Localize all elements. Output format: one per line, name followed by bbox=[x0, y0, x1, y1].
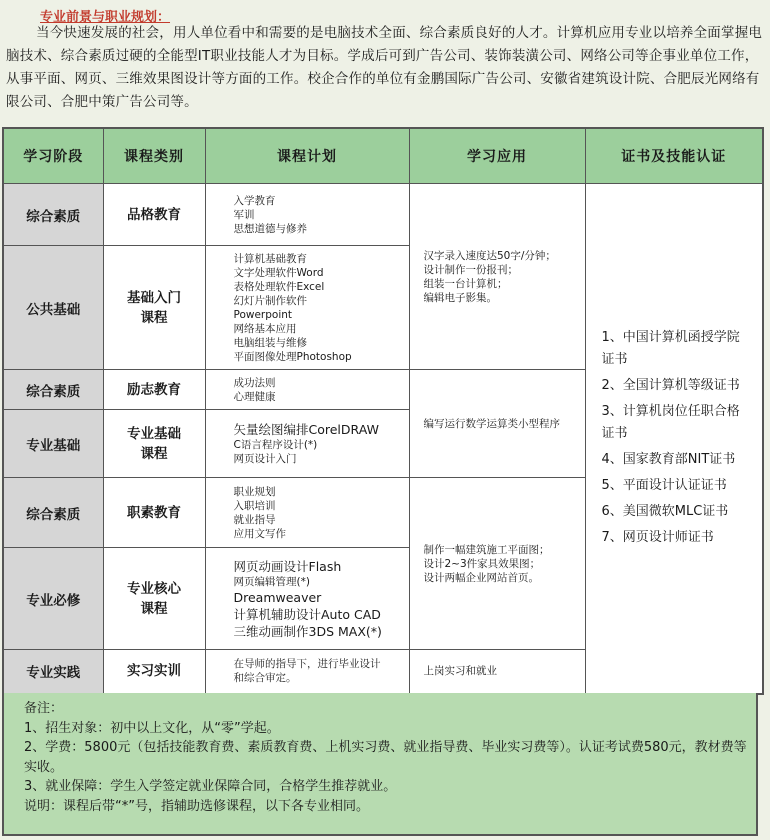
category-cell: 品格教育 bbox=[103, 184, 205, 246]
plan-cell bbox=[205, 246, 409, 370]
certificate-item: 1、中国计算机函授学院证书 bbox=[601, 330, 740, 368]
application-cell bbox=[409, 370, 585, 478]
plan-item: 计算机辅助设计Auto CAD bbox=[233, 606, 381, 622]
plan-item: 就业指导 bbox=[233, 513, 276, 526]
note-item: 说明：课程后带“*”号，指辅助选修课程，以下各专业相同。 bbox=[24, 798, 369, 814]
plan-cell bbox=[205, 478, 409, 548]
certificate-item: 2、全国计算机等级证书 bbox=[601, 378, 740, 394]
certificate-item: 3、计算机岗位任职合格证书 bbox=[601, 404, 740, 442]
plan-item: C语言程序设计(*) bbox=[233, 439, 318, 451]
plan-item: 和综合审定。 bbox=[233, 672, 297, 685]
header-application: 学习应用 bbox=[409, 128, 585, 184]
certificate-item: 7、网页设计师证书 bbox=[601, 530, 714, 546]
curriculum-table bbox=[2, 127, 764, 695]
category-cell: 职素教育 bbox=[103, 478, 205, 548]
certificate-item: 4、国家教育部NIT证书 bbox=[601, 452, 736, 468]
notes-label: 备注： bbox=[24, 701, 64, 716]
stage-cell: 综合素质 bbox=[3, 370, 103, 410]
plan-cell bbox=[205, 184, 409, 246]
certificate-cell bbox=[585, 184, 763, 694]
category-cell: 基础入门 课程 bbox=[103, 246, 205, 370]
plan-item: 军训 bbox=[233, 208, 255, 221]
application-item: 设计制作一份报刊； bbox=[423, 263, 518, 276]
header-category: 课程类别 bbox=[103, 128, 205, 184]
certificate-item: 5、平面设计认证证书 bbox=[601, 478, 727, 494]
intro-title: 专业前景与职业规划： bbox=[40, 10, 171, 25]
plan-item: 心理健康 bbox=[233, 390, 276, 403]
stage-cell: 综合素质 bbox=[3, 478, 103, 548]
plan-item: 三维动画制作3DS MAX(*) bbox=[233, 623, 382, 639]
plan-item: 成功法则 bbox=[233, 376, 276, 389]
stage-cell: 专业实践 bbox=[3, 650, 103, 694]
intro-paragraph: 当今快速发展的社会，用人单位看中和需要的是电脑技术全面、综合素质良好的人才。计算机应用专业以培养全面掌握电脑技术、综合素质过硬的全能型IT职业技能人才为目标。学成后可到广告公司、装饰装潢公司、网络公司等企事业单位工作，从事平面、网页、三维效果图设计等方面的工作。校企合作的单位有金鹏国际广告公司、安徽省建筑设计院、合肥辰光网络有限公司、合肥中策广告公司等。 bbox=[6, 25, 763, 110]
header-certificate: 证书及技能认证 bbox=[585, 128, 763, 184]
plan-item: 表格处理软件Excel bbox=[233, 280, 325, 293]
plan-item: 网页编辑管理(*) bbox=[233, 575, 310, 588]
table-header-row bbox=[3, 128, 763, 184]
plan-item: Dreamweaver bbox=[233, 589, 322, 605]
plan-item: 在导师的指导下，进行毕业设计 bbox=[233, 658, 381, 671]
plan-item: 平面图像处理Photoshop bbox=[233, 350, 352, 363]
note-item: 2、学费：5800元（包括技能教育费、素质教育费、上机实习费、就业指导费、毕业实习费等）。认证考试费580元，教材费等实收。 bbox=[24, 740, 747, 775]
application-item: 上岗实习和就业 bbox=[423, 665, 497, 678]
plan-cell bbox=[205, 548, 409, 650]
plan-item: Powerpoint bbox=[233, 308, 293, 321]
application-cell bbox=[409, 478, 585, 650]
plan-item: 网络基本应用 bbox=[233, 322, 297, 335]
plan-item: 网页设计入门 bbox=[233, 453, 297, 465]
stage-cell: 公共基础 bbox=[3, 246, 103, 370]
plan-cell bbox=[205, 650, 409, 694]
category-cell: 实习实训 bbox=[103, 650, 205, 694]
header-plan: 课程计划 bbox=[205, 128, 409, 184]
application-item: 汉字录入速度达50字/分钟； bbox=[423, 249, 556, 262]
application-item: 编写运行数学运算类小型程序 bbox=[423, 417, 560, 430]
plan-cell bbox=[205, 410, 409, 478]
plan-item: 幻灯片制作软件 bbox=[233, 294, 307, 307]
plan-item: 文字处理软件Word bbox=[233, 266, 324, 279]
plan-item: 入职培训 bbox=[233, 499, 276, 512]
plan-item: 电脑组装与维修 bbox=[233, 336, 307, 349]
plan-item: 计算机基础教育 bbox=[233, 252, 307, 265]
notes-box bbox=[2, 693, 758, 836]
plan-item: 应用文写作 bbox=[233, 527, 286, 540]
stage-cell: 专业必修 bbox=[3, 548, 103, 650]
application-item: 制作一幅建筑施工平面图； bbox=[423, 543, 550, 556]
plan-cell bbox=[205, 370, 409, 410]
application-item: 设计两幅企业网站首页。 bbox=[423, 571, 539, 584]
application-cell bbox=[409, 184, 585, 370]
application-item: 设计2~3件家具效果图； bbox=[423, 557, 541, 570]
certificate-item: 6、美国微软MLC证书 bbox=[601, 504, 729, 520]
application-item: 组装一台计算机； bbox=[423, 277, 508, 290]
header-stage: 学习阶段 bbox=[3, 128, 103, 184]
application-cell bbox=[409, 650, 585, 694]
plan-item: 思想道德与修养 bbox=[233, 222, 307, 235]
application-item: 编辑电子影集。 bbox=[423, 291, 497, 304]
category-cell: 励志教育 bbox=[103, 370, 205, 410]
category-cell: 专业核心 课程 bbox=[103, 548, 205, 650]
note-item: 1、招生对象：初中以上文化，从“零”学起。 bbox=[24, 720, 280, 736]
plan-item: 职业规划 bbox=[233, 485, 276, 498]
plan-item: 矢量绘图编排CorelDRAW bbox=[233, 422, 379, 437]
plan-item: 网页动画设计Flash bbox=[233, 558, 342, 574]
stage-cell: 综合素质 bbox=[3, 184, 103, 246]
note-item: 3、就业保障：学生入学签定就业保障合同，合格学生推荐就业。 bbox=[24, 779, 397, 794]
category-cell: 专业基础 课程 bbox=[103, 410, 205, 478]
stage-cell: 专业基础 bbox=[3, 410, 103, 478]
table-row bbox=[3, 184, 763, 246]
plan-item: 入学教育 bbox=[233, 194, 276, 207]
